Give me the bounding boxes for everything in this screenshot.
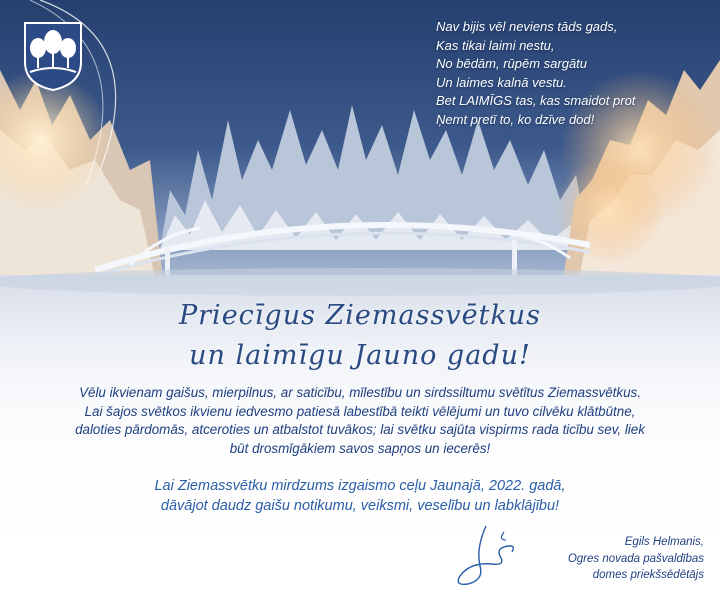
poem-line: Ņemt pretī to, ko dzīve dod! — [436, 111, 595, 127]
poem-line: Kas tikai laimi nestu, — [436, 37, 555, 53]
signatory-role: Ogres novada pašvaldības — [567, 552, 704, 565]
signatory-name: Egils Helmanis, — [624, 536, 704, 548]
wish-line: Lai Ziemassvētku mirdzums izgaismo ceļu Jaunajā, 2022. gadā, — [154, 478, 566, 494]
signatory-title: domes priekšsēdētājs — [592, 569, 704, 581]
message-line: būt drosmīgākiem savos sapņos un iecerēs! — [229, 440, 491, 456]
message-paragraph — [14, 384, 706, 458]
greeting-title-line-2: un laimīgu Jauno gadu! — [189, 340, 531, 371]
message-line: daloties pārdomās, atceroties un atbalstot tuvākos; lai svētku sajūta vispirms rada ticību sev, liek — [75, 422, 645, 438]
poem-line: Bet LAIMĪGS tas, kas smaidot prot — [436, 93, 636, 108]
new-year-wish — [90, 476, 630, 516]
signatory-block — [504, 534, 704, 584]
poem-line: Nav bijis vēl neviens tāds gads, — [436, 19, 618, 34]
coat-of-arms-trees-icon — [22, 20, 84, 92]
message-line: Lai šajos svētkos ikvienu iedvesmo patiesā labestībā teikti vēlējumi un tuvo cilvēku klātbūtne, — [84, 403, 636, 419]
poem-line: Un laimes kalnā vestu. — [436, 74, 567, 90]
poem-block — [436, 18, 676, 129]
wish-line: dāvājot daudz gaišu notikumu, veiksmi, veselību un labklājību! — [160, 498, 560, 514]
poem-line: No bēdām, rūpēm sargātu — [436, 56, 588, 71]
message-line: Vēlu ikvienam gaišus, mierpilnus, ar saticību, mīlestību un sirdssiltumu svētītus Ziemassvētkus. — [79, 385, 641, 400]
greeting-title-line-1: Priecīgus Ziemassvētkus — [178, 300, 542, 331]
